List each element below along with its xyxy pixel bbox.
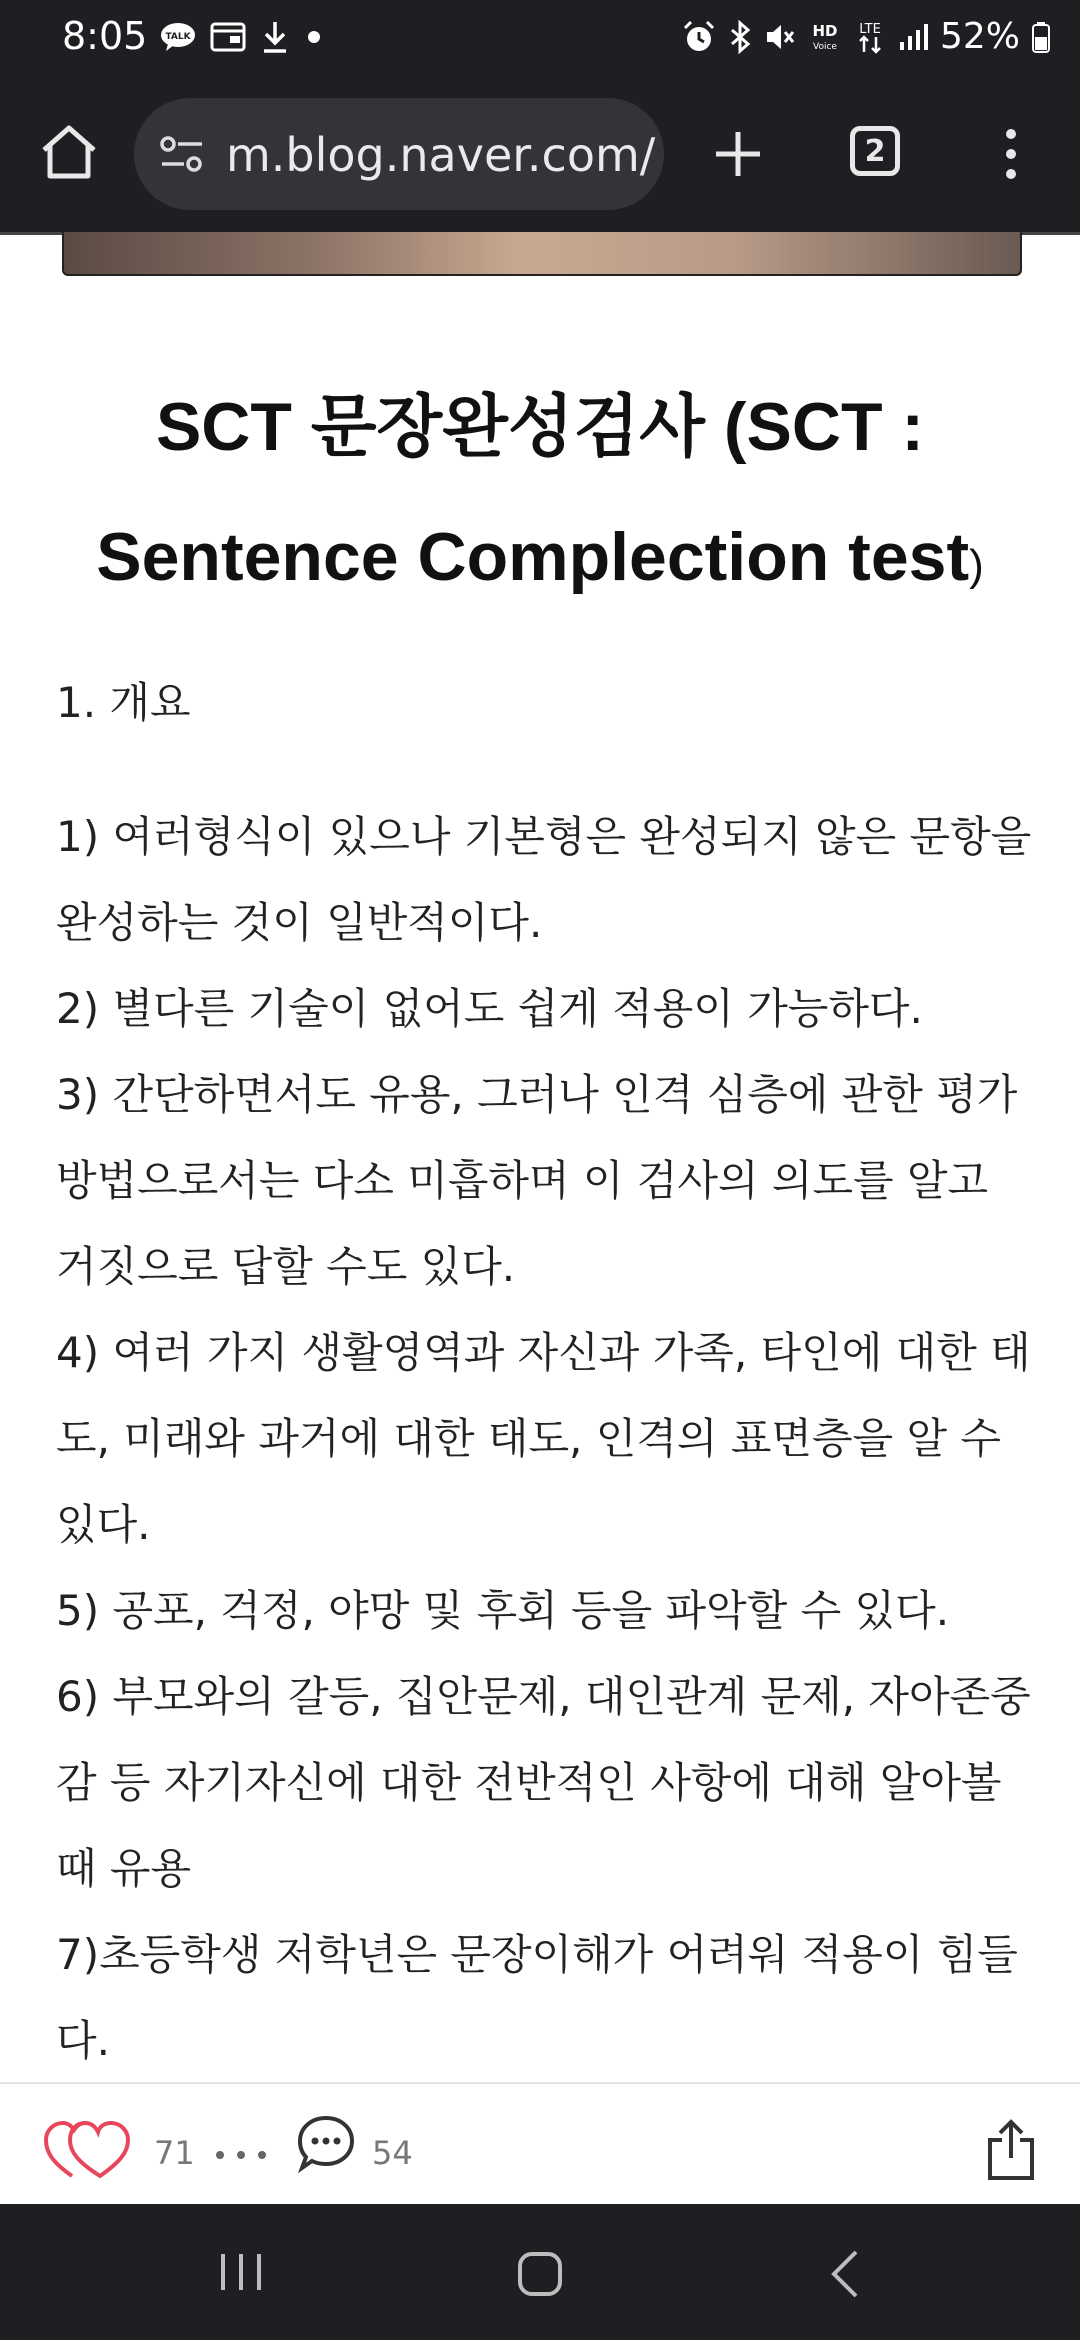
lte-icon: [854, 20, 886, 54]
signal-icon: [898, 22, 928, 52]
talk-icon: [160, 22, 196, 52]
list-item: 3) 간단하면서도 유용, 그러나 인격 심층에 관한 평가방법으로서는 다소 미흡하며 이 검사의 의도를 알고 거짓으로 답할 수도 있다.: [56, 1070, 1018, 1291]
new-tab-icon[interactable]: [706, 122, 770, 186]
bluetooth-icon: [728, 20, 752, 54]
wallet-icon: [210, 21, 246, 53]
download-icon: [260, 20, 290, 54]
section-heading: 1. 개요: [56, 678, 191, 727]
like-heart-icon[interactable]: [42, 2118, 134, 2182]
article-title-suffix: ): [969, 541, 984, 590]
svg-text:HD: HD: [812, 21, 838, 40]
list-item: 4) 여러 가지 생활영역과 자신과 가족, 타인에 대한 태도, 미래와 과거에 대한 태도, 인격의 표면층을 알 수 있다.: [56, 1328, 1031, 1549]
like-count: 71: [154, 2134, 195, 2172]
status-bar: [0, 0, 1080, 82]
mute-icon: [764, 21, 796, 53]
more-menu-icon[interactable]: [996, 124, 1026, 184]
status-time: 8:05: [62, 14, 148, 58]
back-icon[interactable]: [826, 2248, 862, 2300]
list-item: 1) 여러형식이 있으나 기본형은 완성되지 않은 문항을 완성하는 것이 일반적이다.: [56, 812, 1032, 947]
article-title-main: SCT 문장완성검사 (SCT : Sentence Complection test: [96, 389, 970, 595]
home-icon[interactable]: [36, 120, 102, 186]
nav-home-icon[interactable]: [516, 2250, 564, 2298]
browser-toolbar: [0, 82, 1080, 235]
svg-text:TALK: TALK: [165, 32, 191, 42]
url-text[interactable]: m.blog.naver.com/: [226, 128, 656, 182]
address-bar[interactable]: [134, 98, 664, 210]
comment-icon[interactable]: [296, 2114, 356, 2174]
share-icon[interactable]: [984, 2118, 1038, 2182]
list-item: 5) 공포, 걱정, 야망 및 후회 등을 파악할 수 있다.: [56, 1586, 950, 1635]
battery-percent: 52%: [939, 16, 1020, 57]
article-image: [62, 232, 1022, 276]
article-body: [56, 660, 1036, 2084]
list-item: 7)초등학생 저학년은 문장이해가 어려워 적용이 힘들다.: [56, 1930, 1018, 2065]
battery-icon: [1032, 21, 1050, 53]
comment-count: 54: [372, 2134, 413, 2172]
tab-switcher-button[interactable]: 2: [850, 126, 900, 176]
system-nav-bar: [0, 2204, 1080, 2340]
alarm-icon: [682, 20, 716, 54]
list-item: 6) 부모와의 갈등, 집안문제, 대인관계 문제, 자아존중감 등 자기자신에 대한 전반적인 사항에 대해 알아볼 때 유용: [56, 1672, 1031, 1893]
article-title: [50, 362, 1030, 631]
svg-text:Voice: Voice: [813, 41, 837, 52]
list-item: 2) 별다른 기술이 없어도 쉽게 적용이 가능하다.: [56, 984, 923, 1033]
hd-voice-icon: [808, 20, 842, 54]
recent-apps-icon[interactable]: [218, 2252, 264, 2292]
dot-icon: [304, 27, 324, 47]
post-action-bar: [0, 2082, 1080, 2206]
more-dots-icon[interactable]: [214, 2146, 268, 2158]
site-settings-icon[interactable]: [158, 134, 206, 174]
svg-text:LTE: LTE: [859, 21, 881, 37]
